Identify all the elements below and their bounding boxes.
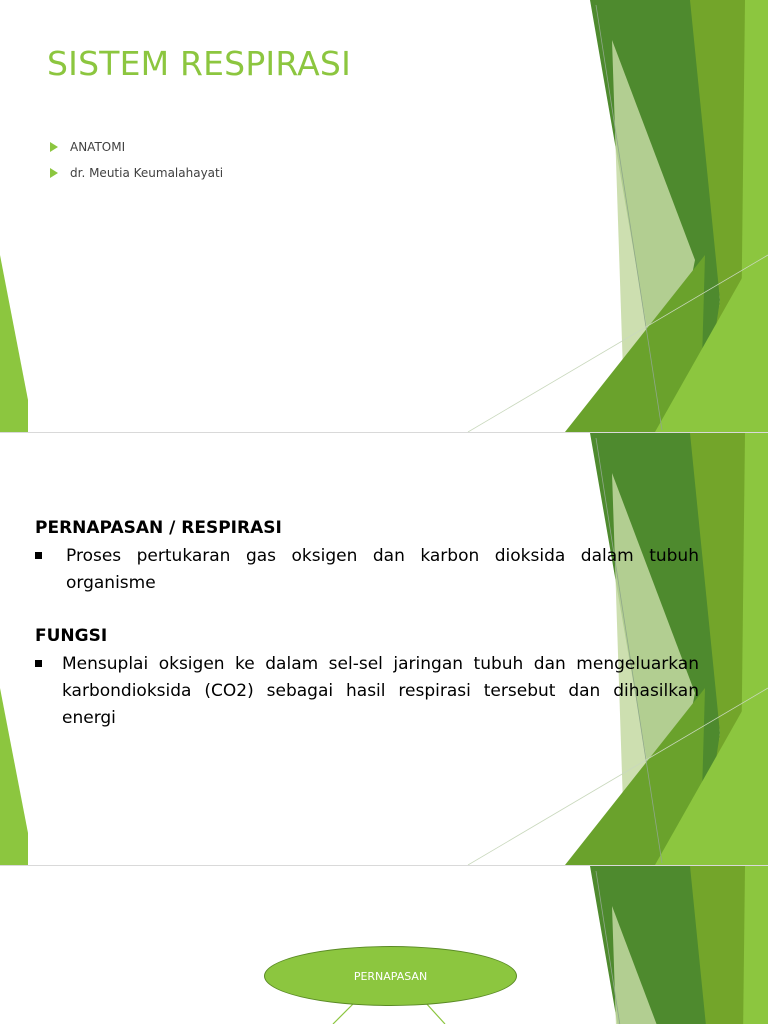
triangle-bullet-icon [50,142,58,152]
subtitle-text: dr. Meutia Keumalahayati [70,166,224,180]
subtitle-item [50,138,223,164]
section-item [35,651,699,732]
section-item [35,543,699,597]
definition-slide [0,433,768,865]
slide-title: SISTEM RESPIRASI [47,44,352,83]
diagram-slide [0,866,768,1024]
diagram-node-pernapasan [264,946,517,1006]
green-triangles-decoration [0,433,768,865]
title-slide [0,0,768,432]
triangle-bullet-icon [50,168,58,178]
section-heading: PERNAPASAN / RESPIRASI [35,518,282,538]
square-bullet-icon [35,660,42,667]
diagram-node-label: PERNAPASAN [353,969,428,983]
subtitle-text: ANATOMI [70,140,126,154]
square-bullet-icon [35,552,42,559]
subtitle-item [50,164,223,190]
subtitle-list [50,138,223,190]
section-item-text: Proses pertukaran gas oksigen dan karbon dioksida dalam tubuh organisme [66,546,699,593]
section-heading: FUNGSI [35,626,108,646]
section-item-text: Mensuplai oksigen ke dalam sel-sel jaringan tubuh dan mengeluarkan karbondioksida (CO2) sebagai hasil respirasi tersebut dan dihasilkan energi [62,654,699,728]
